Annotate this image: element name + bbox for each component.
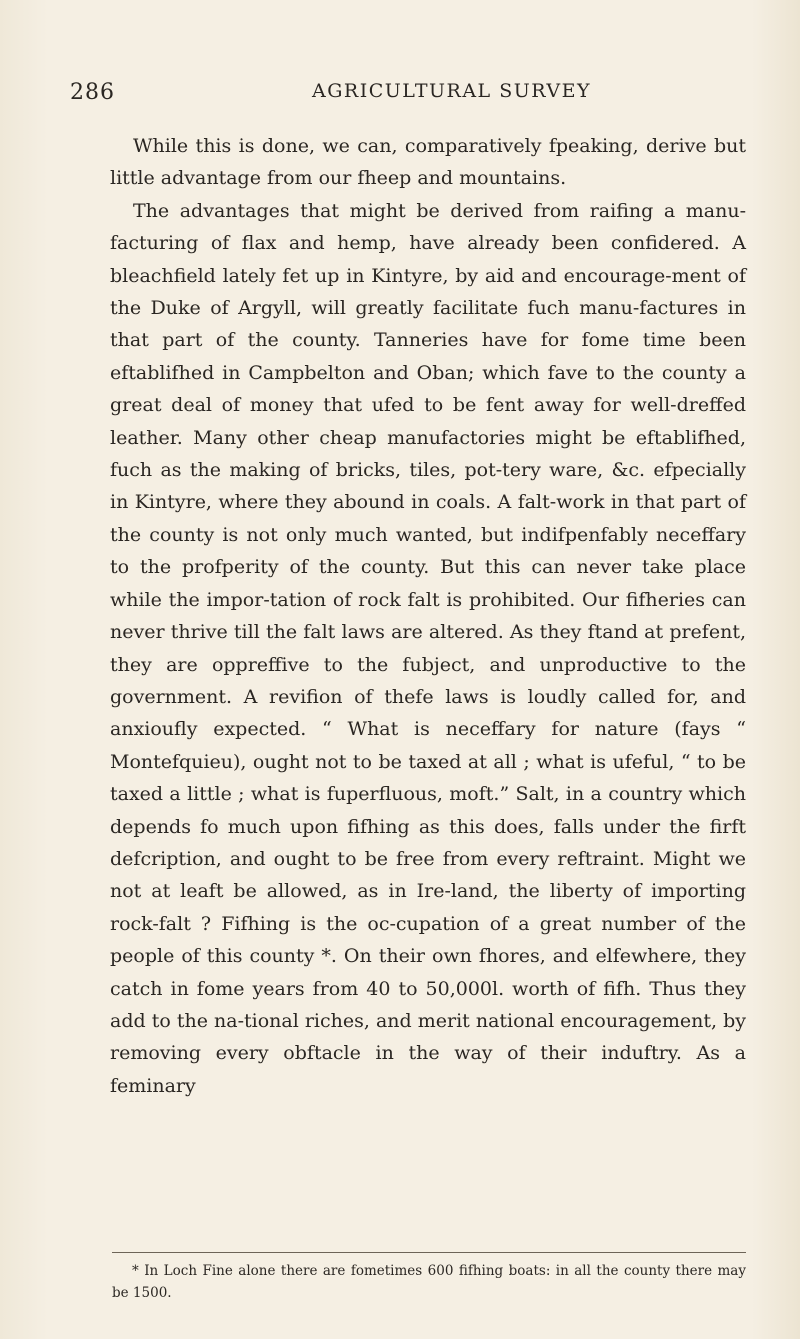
paragraph: While this is done, we can, comparatively fpeaking, derive but little advantage from our fheep and mountains. [110, 135, 746, 190]
page-number: 286 [70, 80, 115, 105]
footnote: * In Loch Fine alone there are fometimes 600 fifhing boats: in all the county there may be 1500. [112, 1263, 746, 1301]
paragraph: The advantages that might be derived from raifing a manu-facturing of flax and hemp, have already been confidered. A bleachfield lately fet up in Kintyre, by aid and encourage-ment of the Duke of Argyll, will greatly facilitate fuch manu-factures in that part of the county. Tanneries have for fome time been eftablifhed in Campbelton and Oban; which fave to the county a great deal of money that ufed to be fent away for well-dreffed leather. Many other cheap manufactories might be eftablifhed, fuch as the making of bricks, tiles, pot-tery ware, &c. efpecially in Kintyre, where they abound in coals. A falt-work in that part of the county is not only much wanted, but indifpenfably neceffary to the profperity of the county. But this can never take place while the impor-tation of rock falt is prohibited. Our fifheries can never thrive till the falt laws are altered. As they ftand at prefent, they are oppreffive to the fubject, and unproductive to the government. A revifion of thefe laws is loudly called for, and anxioufly expected. “ What is neceffary for nature (fays “ Montefquieu), ought not to be taxed at all ; what is ufeful, “ to be taxed a little ; what is fuperfluous, moft.” Salt, in a country which depends fo much upon fifhing as this does, falls under the firft defcription, and ought to be free from every reftraint. Might we not at leaft be allowed, as in Ire-land, the liberty of importing rock-falt ? Fifhing is the oc-cupation of a great number of the people of this county *. On their own fhores, and elfewhere, they catch in fome years from 40 to 50,000l. worth of fifh. Thus they add to the na-tional riches, and merit national encouragement, by removing every obftacle in the way of their induftry. As a feminary [110, 199, 746, 1097]
body-text [110, 130, 746, 1102]
running-head: AGRICULTURAL SURVEY [312, 80, 591, 102]
footnote-rule [112, 1252, 746, 1253]
page-header [0, 80, 800, 116]
